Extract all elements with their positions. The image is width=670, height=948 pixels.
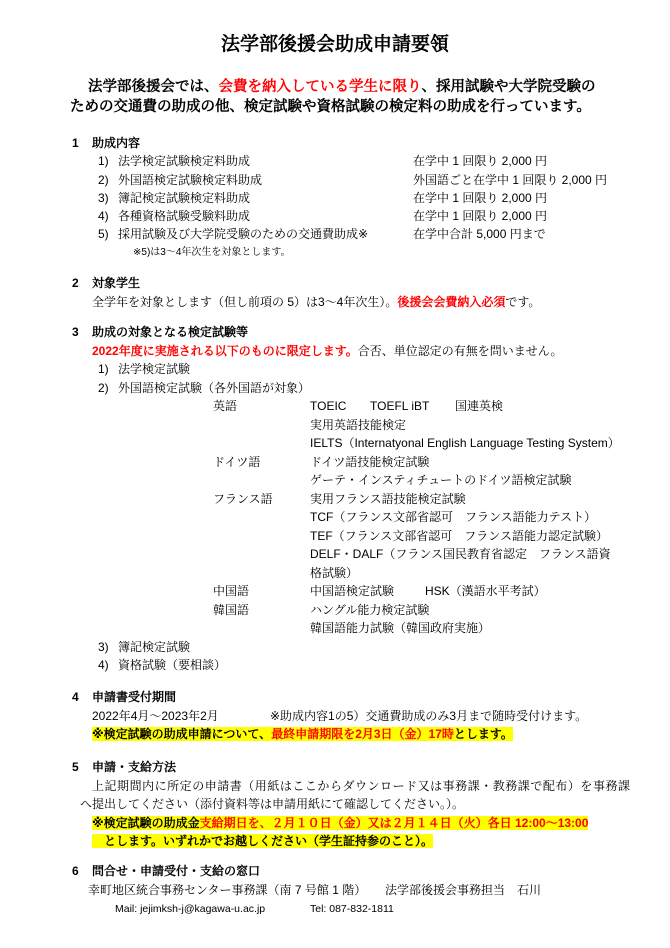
intro-text: 法学部後援会では、	[88, 79, 219, 95]
office-location: 幸町地区統合事務センター事務課（南 7 号館 1 階）	[88, 882, 367, 897]
language-row-korean	[0, 619, 670, 638]
language-name: 英語	[213, 399, 238, 413]
exam-item-number: 1)	[98, 362, 109, 376]
scope-emphasis: 2022年度に実施される以下のものに限定します。	[92, 343, 358, 358]
section-title: 対象学生	[92, 276, 141, 290]
exam-name: ハングル能力検定試験	[310, 602, 430, 617]
exam-item	[0, 656, 670, 675]
exam-name: ゲーテ・インスティチュートのドイツ語検定試験	[310, 473, 572, 487]
exam-item-number: 2)	[98, 380, 109, 395]
staff-contact: 法学部後援会事務担当 石川	[385, 882, 542, 897]
payment-notice	[0, 814, 670, 833]
section-application-period	[0, 688, 670, 744]
intro-emphasis: 会費を納入している学生に限り	[218, 79, 422, 95]
deadline-text: ※検定試験の助成申請について、	[92, 727, 272, 741]
exam-name: TOEIC	[310, 399, 347, 413]
exam-name: IELTS（Internatyonal English Language Testing System）	[310, 436, 620, 450]
section-heading	[0, 134, 670, 152]
aid-item-amount: 在学中 1 回限り 2,000 円	[413, 154, 548, 169]
section-title: 助成の対象となる検定試験等	[92, 325, 249, 339]
highlight: とします。いずれかでお越しください（学生証持参のこと）。	[92, 834, 434, 848]
language-row-french	[0, 508, 670, 527]
aid-item	[0, 152, 670, 170]
exam-item-label: 簿記検定試験	[118, 639, 191, 654]
section-aid-content	[0, 134, 670, 262]
exam-name: 格試験）	[310, 565, 359, 580]
body-text: です。	[505, 294, 541, 309]
language-name: ドイツ語	[213, 454, 261, 469]
section-application-payment	[0, 758, 670, 851]
section-title: 申請・支給方法	[92, 760, 177, 774]
exam-scope-text	[0, 342, 670, 361]
exam-item	[0, 638, 670, 657]
aid-item	[0, 207, 670, 225]
language-row-french	[0, 527, 670, 546]
payment-text: ※検定試験の助成金	[92, 815, 200, 830]
contact-office-line	[0, 881, 670, 900]
language-row-english	[0, 434, 670, 453]
intro-text: 、採用試験や大学院受験の	[421, 79, 596, 95]
intro-line-1	[0, 77, 670, 97]
aid-item	[0, 189, 670, 207]
aid-item-number: 3)	[98, 190, 109, 205]
exam-item	[0, 379, 670, 398]
section-eligible-students	[0, 274, 670, 311]
exam-name: HSK（漢語水平考試）	[425, 584, 546, 598]
exam-item-label: 法学検定試験	[118, 362, 191, 376]
section-number: 1	[72, 136, 79, 150]
section-contact	[0, 862, 670, 919]
body-text: 上記期間内に所定の申請書（用紙はここからダウンロード又は事務課・教務課で配布）を事務課	[92, 778, 630, 793]
required-fee-emphasis: 後援会会費納入必須	[397, 294, 506, 309]
language-row-french	[0, 490, 670, 509]
method-line-1	[0, 777, 670, 796]
aid-item	[0, 225, 670, 243]
exam-name: DELF・DALF（フランス国民教育省認定 フランス語資	[310, 547, 611, 561]
payment-date-emphasis: 支給期日を、２月１０日（金）又は２月１４日（火）各日 12:00～13:00	[199, 815, 589, 830]
section-number: 6	[72, 864, 79, 878]
deadline-emphasis: 最終申請期限を2月3日（金）17時	[271, 727, 454, 741]
exam-name: 実用英語技能検定	[310, 417, 407, 432]
aid-item-number: 4)	[98, 209, 109, 224]
language-name: 中国語	[213, 584, 250, 598]
exam-name: 国連英検	[455, 399, 504, 413]
section-heading	[0, 862, 670, 881]
aid-item-label: 簿記検定試験検定料助成	[118, 190, 251, 205]
body-text: 全学年を対象とします（但し前項の 5）は3～4年次生）。	[92, 294, 398, 309]
aid-item-number: 5)	[98, 227, 109, 242]
aid-item-amount: 在学中 1 回限り 2,000 円	[413, 209, 548, 224]
exam-item-number: 4)	[98, 658, 109, 672]
highlight	[92, 816, 588, 830]
aid-item-number: 2)	[98, 172, 109, 187]
language-row-german	[0, 471, 670, 490]
section-heading	[0, 323, 670, 342]
aid-item-label: 法学検定試験検定料助成	[118, 154, 251, 169]
aid-item-amount: 在学中 1 回限り 2,000 円	[413, 190, 548, 205]
aid-item-label: 各種資格試験受験料助成	[118, 209, 251, 224]
payment-notice	[0, 832, 670, 851]
period-note: ※助成内容1の5）交通費助成のみ3月まで随時受付けます。	[270, 708, 588, 723]
exam-name: ドイツ語技能検定試験	[310, 454, 430, 469]
exam-name: TEF（フランス文部省認可 フランス語能力認定試験）	[310, 528, 608, 543]
page-title: 法学部後援会助成申請要領	[220, 34, 449, 55]
phone-number: Tel: 087-832-1811	[310, 903, 394, 915]
body-text: 合否、単位認定の有無を問いません。	[357, 343, 563, 358]
deadline-text: とします。	[453, 727, 513, 741]
language-row-french	[0, 564, 670, 583]
aid-item-amount: 在学中合計 5,000 円まで	[413, 227, 546, 242]
section-heading	[0, 274, 670, 293]
section-title: 問合せ・申請受付・支給の窓口	[92, 864, 261, 878]
section-number: 5	[72, 760, 79, 774]
aid-item-label: 採用試験及び大学院受験のための交通費助成※	[118, 227, 369, 242]
exam-item-number: 3)	[98, 639, 109, 654]
highlight	[92, 727, 513, 741]
aid-item	[0, 171, 670, 189]
section-number: 4	[72, 690, 79, 704]
intro-line-2: ための交通費の助成の他、検定試験や資格試験の検定料の助成を行っています。	[70, 99, 591, 115]
section-heading	[0, 688, 670, 707]
aid-item-number: 1)	[98, 154, 109, 169]
section-title: 助成内容	[92, 136, 141, 150]
application-period: 2022年4月～2023年2月	[92, 708, 219, 723]
language-row-english	[0, 397, 670, 416]
aid-note: ※5)は3～4年次生を対象とします。	[133, 246, 291, 258]
section-eligible-exams	[0, 323, 670, 675]
deadline-notice	[0, 725, 670, 744]
exam-name: 中国語検定試験	[310, 584, 395, 598]
language-row-english	[0, 416, 670, 435]
email-address[interactable]: Mail: jejimksh-j@kagawa-u.ac.jp	[115, 903, 266, 915]
contact-details-line	[0, 899, 670, 919]
section-number: 2	[72, 276, 79, 290]
eligibility-text	[0, 293, 670, 312]
exam-name: TCF（フランス文部省認可 フランス語能力テスト）	[310, 510, 597, 524]
language-row-german	[0, 453, 670, 472]
section-number: 3	[72, 325, 79, 339]
intro-paragraph	[0, 77, 670, 117]
language-row-korean	[0, 601, 670, 620]
period-line	[0, 707, 670, 726]
aid-item-label: 外国語検定試験検定料助成	[118, 172, 263, 187]
aid-item-amount: 外国語ごと在学中 1 回限り 2,000 円	[413, 172, 608, 187]
exam-item-label: 外国語検定試験（各外国語が対象）	[118, 380, 311, 395]
exam-name: 韓国語能力試験（韓国政府実施）	[310, 621, 491, 635]
exam-name: 実用フランス語技能検定試験	[310, 491, 466, 506]
exam-name: TOEFL iBT	[370, 399, 430, 413]
language-name: フランス語	[213, 491, 273, 506]
exam-item	[0, 360, 670, 379]
language-name: 韓国語	[213, 602, 250, 617]
section-title: 申請書受付期間	[92, 690, 177, 704]
language-row-chinese	[0, 582, 670, 601]
method-line-2: へ提出してください（添付資料等は申請用紙にて確認してください。）。	[80, 797, 465, 811]
language-row-french	[0, 545, 670, 564]
section-heading	[0, 758, 670, 777]
exam-item-label: 資格試験（要相談）	[118, 658, 227, 672]
